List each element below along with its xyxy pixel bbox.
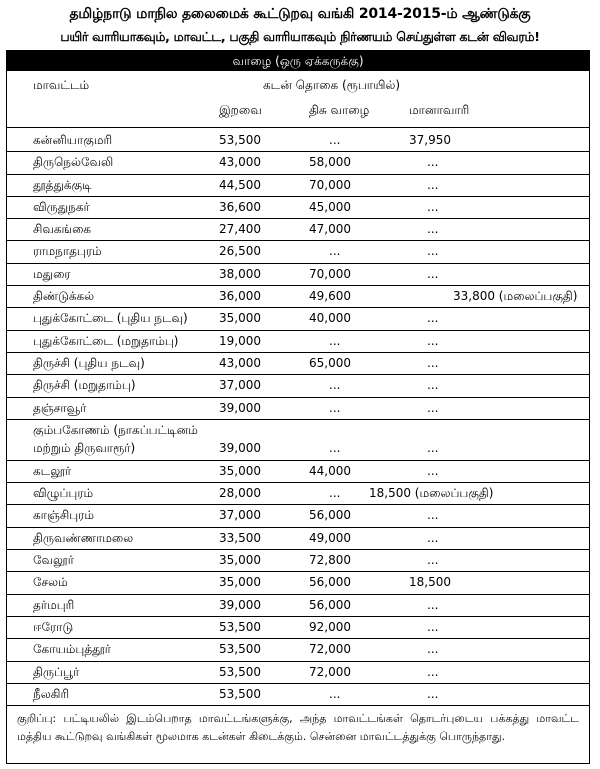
cell-irrigated: 39,000 bbox=[219, 400, 261, 415]
cell-rainfed: ... bbox=[427, 664, 439, 679]
cell-irrigated: 37,000 bbox=[219, 508, 261, 523]
cell-rainfed: ... bbox=[427, 686, 439, 701]
cell-tissue-banana: 72,000 bbox=[309, 642, 351, 657]
cell-district: கன்னியாகுமரி bbox=[33, 133, 113, 147]
cell-tissue-banana: 70,000 bbox=[309, 177, 351, 192]
cell-rainfed: ... bbox=[427, 333, 439, 348]
table-row bbox=[7, 505, 589, 527]
cell-tissue-banana: ... bbox=[329, 378, 341, 393]
header-district: மாவட்டம் bbox=[33, 78, 90, 92]
header-tissue-banana: திசு வாழை bbox=[309, 103, 370, 117]
cell-irrigated: 26,500 bbox=[219, 244, 261, 259]
cell-rainfed: ... bbox=[427, 266, 439, 281]
cell-district: கோயம்புத்தூர் bbox=[33, 642, 112, 657]
table-row bbox=[7, 219, 589, 241]
cell-irrigated: 38,000 bbox=[219, 266, 261, 281]
cell-irrigated: 53,500 bbox=[219, 664, 261, 679]
cell-irrigated: 35,000 bbox=[219, 463, 261, 478]
table-row bbox=[7, 662, 589, 684]
cell-irrigated: 44,500 bbox=[219, 177, 261, 192]
cell-tissue-banana: 58,000 bbox=[309, 155, 351, 170]
cell-rainfed: ... bbox=[427, 508, 439, 523]
cell-district: திருநெல்வேலி bbox=[33, 155, 114, 170]
table-row bbox=[7, 639, 589, 661]
cell-district: புதுக்கோட்டை (மறுதாம்பு) bbox=[33, 333, 179, 348]
table-row bbox=[7, 130, 589, 152]
cell-district: சிவகங்கை bbox=[33, 222, 92, 237]
cell-tissue-banana: 92,000 bbox=[309, 619, 351, 634]
cell-rainfed: ... bbox=[427, 311, 439, 326]
cell-tissue-banana: ... bbox=[329, 133, 341, 147]
cell-district: ஈரோடு bbox=[33, 619, 74, 634]
cell-tissue-banana: ... bbox=[329, 486, 341, 501]
cell-district: விருதுநகர் bbox=[33, 199, 90, 214]
cell-rainfed: 18,500 (மலைப்பகுதி) bbox=[369, 486, 494, 501]
cell-rainfed: ... bbox=[427, 553, 439, 568]
cell-district: திண்டுக்கல் bbox=[33, 289, 95, 304]
table-row bbox=[7, 375, 589, 397]
cell-district: விழுப்புரம் bbox=[33, 486, 94, 501]
cell-irrigated: 27,400 bbox=[219, 222, 261, 237]
cell-district: நீலகிரி bbox=[33, 686, 70, 701]
cell-irrigated: 36,600 bbox=[219, 199, 261, 214]
table-row bbox=[7, 461, 589, 483]
cell-district: திருச்சி (மறுதாம்பு) bbox=[33, 378, 136, 393]
table-row bbox=[7, 353, 589, 375]
table-row bbox=[7, 264, 589, 286]
cell-rainfed: ... bbox=[427, 177, 439, 192]
cell-irrigated: 36,000 bbox=[219, 289, 261, 304]
loan-table bbox=[6, 50, 590, 764]
header-loan-amount: கடன் தொகை (ரூபாயில்) bbox=[263, 78, 401, 92]
cell-tissue-banana: ... bbox=[329, 333, 341, 348]
header-irrigated: இறவை bbox=[219, 103, 262, 117]
cell-irrigated: 28,000 bbox=[219, 486, 261, 501]
table-row bbox=[7, 595, 589, 617]
cell-district-line2: மற்றும் திருவாரூர்) bbox=[33, 440, 136, 455]
cell-district: மதுரை bbox=[33, 266, 71, 281]
cell-district: வேலூர் bbox=[33, 553, 74, 568]
table-row bbox=[7, 572, 589, 594]
cell-tissue-banana: 72,800 bbox=[309, 553, 351, 568]
title-line-2: பயிர் வாரியாகவும், மாவட்ட, பகுதி வாரியாகவும் நிர்ணயம் செய்துள்ள கடன் விவரம்! bbox=[60, 29, 540, 44]
cell-rainfed: ... bbox=[427, 619, 439, 634]
header-divider bbox=[7, 127, 589, 128]
cell-tissue-banana: 56,000 bbox=[309, 575, 351, 590]
table-row bbox=[7, 175, 589, 197]
cell-irrigated: 39,000 bbox=[219, 440, 261, 455]
cell-rainfed: ... bbox=[427, 244, 439, 259]
table-row bbox=[7, 483, 589, 505]
cell-rainfed: ... bbox=[427, 463, 439, 478]
cell-irrigated: 43,000 bbox=[219, 355, 261, 370]
table-row bbox=[7, 528, 589, 550]
cell-tissue-banana: 44,000 bbox=[309, 463, 351, 478]
cell-irrigated: 43,000 bbox=[219, 155, 261, 170]
cell-district: தூத்துக்குடி bbox=[33, 177, 92, 192]
cell-tissue-banana: ... bbox=[329, 440, 341, 455]
header-rainfed: மானாவாரி bbox=[409, 103, 470, 117]
table-row bbox=[7, 398, 589, 420]
cell-district: சேலம் bbox=[33, 575, 68, 590]
table-row bbox=[7, 331, 589, 353]
cell-tissue-banana: 45,000 bbox=[309, 199, 351, 214]
cell-tissue-banana: 70,000 bbox=[309, 266, 351, 281]
cell-irrigated: 35,000 bbox=[219, 575, 261, 590]
cell-rainfed: ... bbox=[427, 378, 439, 393]
footnote: குறிப்பு: பட்டியலில் இடம்பெறாத மாவட்டங்களுக்கு, அந்த மாவட்டங்கள் தொடர்புடைய பக்கத்து மாவட்ட மத்திய கூட்டுறவு வங்கிகள் மூலமாக கடன்கள் கிடைக்கும். சென்னை மாவட்டத்துக்கு பொருந்தாது. bbox=[17, 712, 579, 743]
cell-district: திருவண்ணாமலை bbox=[33, 530, 134, 545]
cell-district: காஞ்சிபுரம் bbox=[33, 508, 95, 523]
cell-tissue-banana: 49,600 bbox=[309, 289, 351, 304]
cell-district: தர்மபுரி bbox=[33, 597, 75, 612]
table-body bbox=[7, 130, 589, 706]
cell-tissue-banana: 40,000 bbox=[309, 311, 351, 326]
cell-irrigated: 39,000 bbox=[219, 597, 261, 612]
cell-rainfed: ... bbox=[427, 222, 439, 237]
table-row bbox=[7, 550, 589, 572]
cell-tissue-banana: ... bbox=[329, 244, 341, 259]
table-row bbox=[7, 286, 589, 308]
cell-irrigated: 35,000 bbox=[219, 311, 261, 326]
cell-irrigated: 53,500 bbox=[219, 133, 261, 147]
cell-tissue-banana: ... bbox=[329, 686, 341, 701]
cell-rainfed: ... bbox=[427, 355, 439, 370]
crop-band: வாழை (ஒரு ஏக்கருக்கு) bbox=[7, 51, 589, 71]
cell-district: தஞ்சாவூர் bbox=[33, 400, 87, 415]
table-row bbox=[7, 241, 589, 263]
cell-irrigated: 33,500 bbox=[219, 530, 261, 545]
cell-irrigated: 19,000 bbox=[219, 333, 261, 348]
table-row bbox=[7, 197, 589, 219]
cell-district: புதுக்கோட்டை (புதிய நடவு) bbox=[33, 311, 188, 326]
cell-tissue-banana: 47,000 bbox=[309, 222, 351, 237]
table-row bbox=[7, 420, 589, 461]
cell-district: கும்பகோணம் (நாகப்பட்டினம் bbox=[33, 422, 198, 437]
cell-district: திருப்பூர் bbox=[33, 664, 80, 679]
cell-rainfed: 18,500 bbox=[409, 575, 451, 590]
cell-tissue-banana: 72,000 bbox=[309, 664, 351, 679]
cell-tissue-banana: 65,000 bbox=[309, 355, 351, 370]
cell-rainfed: ... bbox=[427, 199, 439, 214]
table-row bbox=[7, 308, 589, 330]
cell-rainfed: ... bbox=[427, 530, 439, 545]
cell-irrigated: 37,000 bbox=[219, 378, 261, 393]
cell-irrigated: 53,500 bbox=[219, 619, 261, 634]
cell-irrigated: 35,000 bbox=[219, 553, 261, 568]
cell-tissue-banana: 49,000 bbox=[309, 530, 351, 545]
cell-rainfed: ... bbox=[427, 642, 439, 657]
title-line-1: தமிழ்நாடு மாநில தலைமைக் கூட்டுறவு வங்கி 2014-2015-ம் ஆண்டுக்கு bbox=[69, 6, 531, 22]
cell-rainfed: 33,800 (மலைப்பகுதி) bbox=[453, 289, 578, 304]
cell-district: திருச்சி (புதிய நடவு) bbox=[33, 355, 145, 370]
table-row bbox=[7, 152, 589, 174]
cell-rainfed: ... bbox=[427, 155, 439, 170]
table-row bbox=[7, 617, 589, 639]
cell-tissue-banana: 56,000 bbox=[309, 597, 351, 612]
cell-district: ராமநாதபுரம் bbox=[33, 244, 102, 259]
cell-rainfed: 37,950 bbox=[409, 133, 451, 147]
cell-tissue-banana: 56,000 bbox=[309, 508, 351, 523]
cell-rainfed: ... bbox=[427, 440, 439, 455]
cell-district: கடலூர் bbox=[33, 463, 72, 478]
cell-rainfed: ... bbox=[427, 597, 439, 612]
cell-irrigated: 53,500 bbox=[219, 642, 261, 657]
cell-tissue-banana: ... bbox=[329, 400, 341, 415]
cell-rainfed: ... bbox=[427, 400, 439, 415]
cell-irrigated: 53,500 bbox=[219, 686, 261, 701]
